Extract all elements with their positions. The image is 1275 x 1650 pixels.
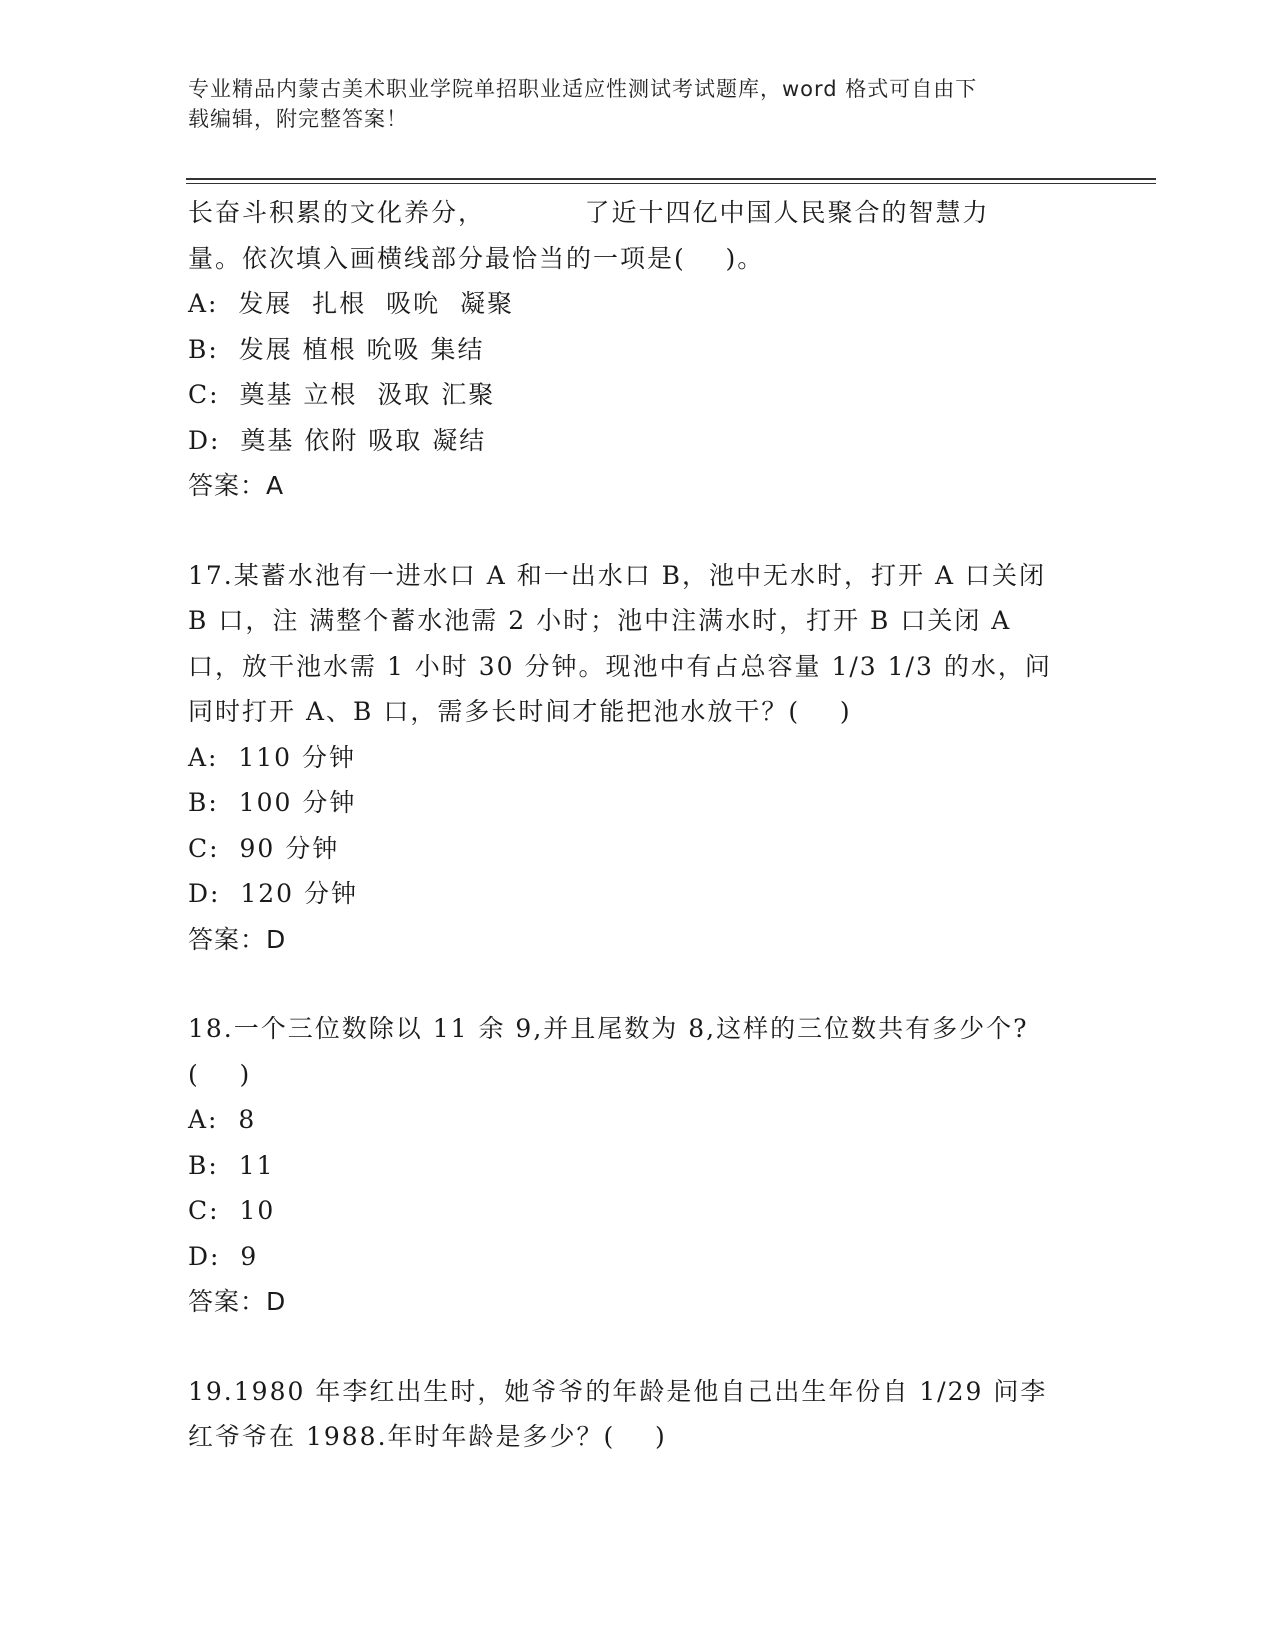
answer: 答案：D — [188, 1287, 287, 1316]
header-rule-thick — [186, 178, 1156, 180]
option-c: C: 10 — [188, 1196, 276, 1225]
question-text-line: 17.某蓄水池有一进水口 A 和一出水口 B，池中无水时，打开 A 口关闭 — [188, 560, 1046, 590]
question-text-line: B 口，注 满整个蓄水池需 2 小时；池中注满水时，打开 B 口关闭 A — [188, 606, 1012, 635]
option-a: A: 8 — [188, 1105, 257, 1134]
question-text-line: 同时打开 A、B 口，需多长时间才能把池水放干？( ) — [188, 697, 852, 726]
option-d: D: 120 分钟 — [188, 879, 359, 908]
header-line-1: 专业精品内蒙古美术职业学院单招职业适应性测试考试题库，word 格式可自由下 — [188, 77, 978, 101]
question-text-line: 量。依次填入画横线部分最恰当的一项是( )。 — [188, 243, 765, 273]
question-content — [188, 190, 1088, 1460]
option-d: D: 9 — [188, 1241, 259, 1271]
answer: 答案：A — [188, 471, 285, 500]
question-16 — [188, 190, 1088, 509]
option-a: A: 110 分钟 — [188, 742, 357, 772]
option-b: B: 100 分钟 — [188, 788, 357, 817]
option-d: D: 奠基 依附 吸取 凝结 — [188, 425, 487, 455]
question-text-line: 红爷爷在 1988.年时年龄是多少？( ) — [188, 1422, 667, 1451]
document-header — [188, 74, 1068, 134]
question-text-line: 长奋斗积累的文化养分， 了近十四亿中国人民聚合的智慧力 — [188, 198, 990, 227]
question-text-line: 18.一个三位数除以 11 余 9,并且尾数为 8,这样的三位数共有多少个? — [188, 1014, 1029, 1043]
question-18 — [188, 1006, 1088, 1325]
option-c: C: 90 分钟 — [188, 833, 340, 863]
question-text-line: ( ) — [188, 1059, 252, 1089]
option-a: A: 发展 扎根 吸吮 凝聚 — [188, 289, 515, 318]
question-text-line: 口，放干池水需 1 小时 30 分钟。现池中有占总容量 1/3 1/3 的水，问 — [188, 651, 1052, 681]
header-rule-thin — [186, 183, 1156, 184]
question-19 — [188, 1369, 1088, 1460]
question-text-line: 19.1980 年李红出生时，她爷爷的年龄是他自己出生年份自 1/29 问李 — [188, 1376, 1048, 1406]
answer: 答案：D — [188, 924, 287, 954]
header-line-2: 载编辑，附完整答案！ — [188, 107, 408, 131]
option-c: C: 奠基 立根 汲取 汇聚 — [188, 380, 496, 409]
question-17 — [188, 553, 1088, 963]
option-b: B: 11 — [188, 1150, 275, 1180]
option-b: B: 发展 植根 吮吸 集结 — [188, 334, 485, 364]
